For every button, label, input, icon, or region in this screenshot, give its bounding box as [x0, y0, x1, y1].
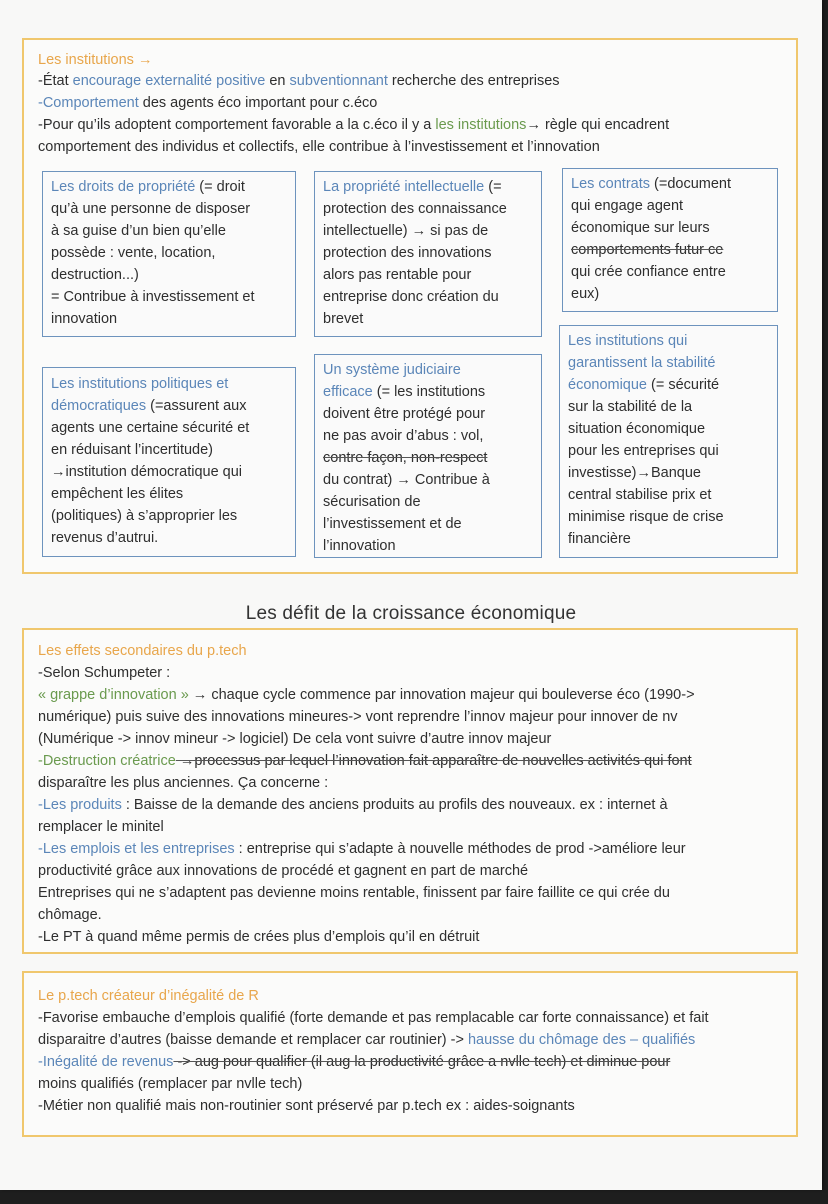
effets-secondaires-section: Les effets secondaires du p.tech -Selon Schumpeter : « grappe d’innovation » → chaque cycle commence par innovation majeur qui bouleverse éco (1990-> numérique) puis suive des innovations mineures-> vont reprendre l’innov majeur pour innover de nv (Numérique -> innov mineur -> logiciel) De cela vont suivre d’autre innov majeur -Destruction créatrice →processus par lequel l’innovation fait apparaître de nouvelles activités qui font disparaître les plus anciennes. Ça concerne : -Les produits : Baisse de la demande des anciens produits au profils des nouveaux. ex : internet à remplacer le minitel -Les emplois et les entreprises : entreprise qui s’adapte à nouvelle méthodes de prod ->améliore leur productivité grâce aux innovations de procédé et gagnent en part de marché Entreprises qui ne s’adaptent pas devienne moins rentable, finissent par faire faillite ce qui crée du chômage. -Le PT à quand même permis de crées plus d’emplois qu’il en détruit	[22, 628, 798, 954]
box-contrats: Les contrats (=document qui engage agent économique sur leurs comportements futur ce qui crée confiance entre eux)	[562, 168, 778, 312]
box-systeme-judiciaire: Un système judiciaire efficace (= les institutions doivent être protégé pour ne pas avoir d’abus : vol, contre façon, non-respect du contrat) → Contribue à sécurisation de l’investissement et de l’innovation	[314, 354, 542, 558]
institutions-title: Les institutions →	[38, 52, 153, 68]
institutions-section	[22, 38, 798, 574]
institutions-line-4: comportement des individus et collectifs, elle contribue à l’investissement et l’innovation	[38, 139, 600, 155]
box-stabilite-economique: Les institutions qui garantissent la stabilité économique (= sécurité sur la stabilité de la situation économique pour les entreprises qui investisse)→Banque central stabilise prix et minimise risque de crise financière	[559, 325, 778, 558]
institutions-line-2: -Comportement des agents éco important pour c.éco	[38, 95, 378, 111]
box-propriete-intellectuelle: La propriété intellectuelle (= protection des connaissance intellectuelle) → si pas de protection des innovations alors pas rentable pour entreprise donc création du brevet	[314, 171, 542, 337]
inegalite-section: Le p.tech créateur d’inégalité de R -Favorise embauche d’emplois qualifié (forte demande et pas remplacable car forte connaissance) et fait disparaitre d’autres (baisse demande et remplacer car routinier) -> hausse du chômage des – qualifiés -Inégalité de revenus -> aug pour qualifier (il aug la productivité grâce a nvlle tech) et diminue pour moins qualifiés (remplacer par nvlle tech) -Métier non qualifié mais non-routinier sont préservé par p.tech ex : aides-soignants	[22, 971, 798, 1137]
effets-title: Les effets secondaires du p.tech	[38, 643, 247, 659]
institutions-line-1: -État encourage externalité positive en subventionnant recherche des entreprises	[38, 73, 560, 89]
institutions-line-3: -Pour qu’ils adoptent comportement favorable a la c.éco il y a les institutions→ règle qui encadrent	[38, 117, 670, 133]
inegalite-title: Le p.tech créateur d’inégalité de R	[38, 988, 259, 1004]
section-heading: Les défit de la croissance économique	[245, 603, 577, 624]
box-droits-propriete: Les droits de propriété (= droit qu’à une personne de disposer à sa guise d’un bien qu’elle possède : vente, location, destruction...) = Contribue à investissement et innovation	[42, 171, 296, 337]
box-institutions-politiques: Les institutions politiques et démocratiques (=assurent aux agents une certaine sécurité et en réduisant l’incertitude) →institution démocratique qui empêchent les élites (politiques) à s’approprier les revenus d’autrui.	[42, 367, 296, 557]
